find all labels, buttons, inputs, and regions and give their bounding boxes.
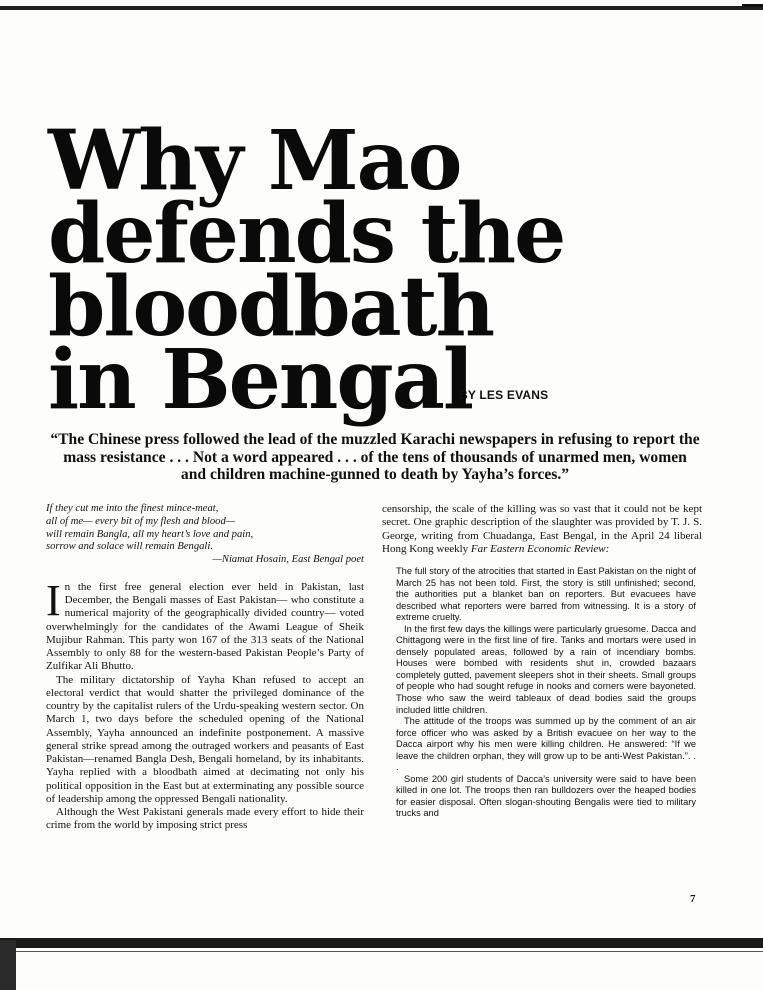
left-column bbox=[46, 503, 364, 833]
title-line: bloodbath bbox=[48, 259, 494, 355]
bottom-rule bbox=[0, 938, 763, 948]
block-quote bbox=[396, 566, 696, 820]
title-line: in Bengal bbox=[48, 332, 473, 428]
drop-cap: I bbox=[46, 575, 61, 625]
article-title bbox=[48, 113, 668, 428]
epigraph-attribution: —Niamat Hosain, East Bengal poet bbox=[212, 554, 364, 566]
byline: BY LES EVANS bbox=[459, 388, 549, 402]
top-rule-corner bbox=[742, 4, 763, 7]
body-paragraph: Although the West Pakistani generals made every effort to hide their crime from the world by imposing strict press bbox=[46, 806, 364, 832]
right-column bbox=[382, 503, 702, 820]
page-edge-shadow bbox=[0, 940, 16, 990]
epigraph bbox=[46, 503, 364, 567]
publication-name: Far Eastern Economic Review: bbox=[470, 542, 610, 555]
title-line: Why Mao bbox=[48, 113, 461, 209]
pull-quote: “The Chinese press followed the lead of the muzzled Karachi newspapers in refusing to report the mass resistance . . . Not a word appeared . . . of the tens of thousands of unarmed men, women and children machine-gunned to death by Yayha’s forces.” bbox=[50, 431, 700, 483]
body-paragraph bbox=[46, 575, 364, 674]
quote-paragraph: In the first few days the killings were particularly gruesome. Dacca and Chittagong were in the first line of fire. Tanks and mortars were used in densely populated areas, followed by a rain of incendiary bombs. Houses were bombed with residents shut in, crowded bazaars completely gutted, pavement sleepers shot in their sheets. Small groups of people who had sought refuge in nooks and corners were bayoneted. Those who saw the weird tableaux of dead bodies said the groups included little children. bbox=[396, 623, 696, 715]
epigraph-line: sorrow and solace will remain Bengali. bbox=[46, 541, 213, 553]
left-body-text bbox=[46, 575, 364, 833]
epigraph-line: If they cut me into the finest mince-meat, bbox=[46, 503, 219, 514]
page-number: 7 bbox=[690, 893, 696, 905]
quote-paragraph: Some 200 girl students of Dacca’s university were said to have been killed in one lot. The troops then ran bulldozers over the heaped bodies for easier disposal. Often slogan-shouting Bengalis were tied to military trucks and bbox=[396, 773, 696, 819]
body-paragraph: The military dictatorship of Yayha Khan refused to accept an electoral verdict that would shatter the privileged dominance of the country by the capitalist rulers of the Urdu-speaking western sector. On March 1, two days before the scheduled opening of the National Assembly, Yayha announced an indefinite postponement. A massive general strike spread among the outraged workers and peasants of East Pakistan—renamed Bangla Desh, Bengali homeland, by its inhabitants. Yayha replied with a bloodbath aimed at decimating not only his political opposition in the East but at exterminating any possible source of leadership among the oppressed Bengali nationality. bbox=[46, 673, 364, 805]
title-line: defends the bbox=[48, 186, 565, 282]
bottom-thin-rule bbox=[0, 951, 763, 952]
epigraph-line: all of me— every bit of my flesh and blood— bbox=[46, 515, 236, 527]
epigraph-line: will remain Bangla, all my heart’s love and pain, bbox=[46, 528, 254, 540]
top-rule bbox=[0, 6, 763, 10]
paragraph-text: censorship, the scale of the killing was so vast that it could not be kept secret. One graphic description of the slaughter was provided by T. J. S. George, writing from Chuadanga, East Bengal, in the April 24 liberal Hong Kong weekly bbox=[382, 503, 702, 555]
quote-paragraph: The full story of the atrocities that started in East Pakistan on the night of March 25 has not been told. First, the story is still unfinished; second, the authorities put a blanket ban on reporters. But evacuees have described what reporters were barred from witnessing. It is a story of extreme cruelty. bbox=[396, 566, 696, 623]
paragraph-text: n the first free general election ever held in Pakistan, last December, the Bengali masses of East Pakistan— who constitute a numerical majority of the geographically divided country— voted overwhelmingly for the candidates of the Awami League of Sheik Mujibur Rahman. This party won 167 of the 313 seats of the National Assembly to only 88 for the western-based Pakistan People’s Party of Zulfikar Ali Bhutto. bbox=[46, 580, 364, 673]
body-paragraph bbox=[382, 503, 702, 556]
quote-paragraph: The attitude of the troops was summed up by the comment of an air force officer who was asked by a British evacuee on her way to the Dacca airport why his men were killing children. He answered: “If we leave the children orphan, they will grow up to be anti-West Pakistan.”. . . bbox=[396, 716, 696, 773]
